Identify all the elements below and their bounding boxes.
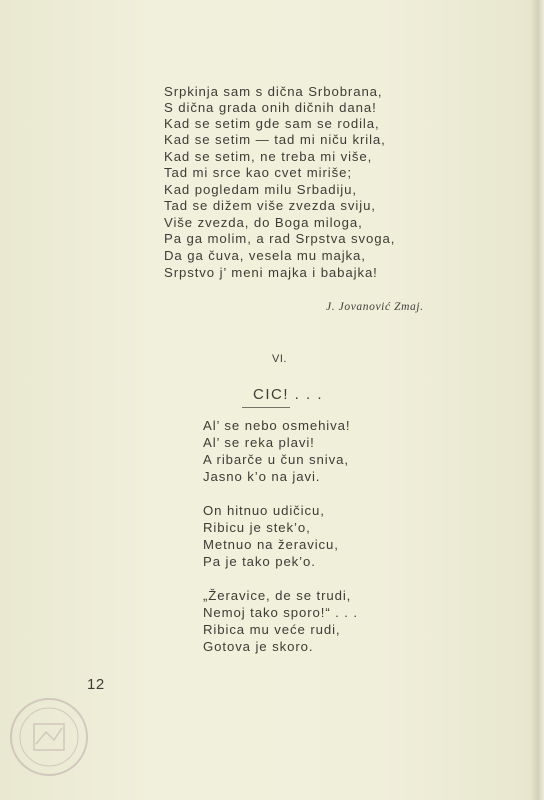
poem-line: Tad se dižem više zvezda sviju, bbox=[164, 198, 376, 213]
page-number: 12 bbox=[87, 676, 105, 693]
stanza-2-line: On hitnuo udičicu, bbox=[203, 503, 325, 518]
section-number: VI. bbox=[272, 353, 287, 365]
stanza-1-line: Jasno k’o na javi. bbox=[203, 469, 321, 484]
stanza-1-line: A ribarče u čun sniva, bbox=[203, 452, 349, 467]
poem-line: Srpstvo j’ meni majka i babajka! bbox=[164, 265, 378, 280]
poem-line: Kad se setim — tad mi niču krila, bbox=[164, 132, 386, 147]
poem-line: Da ga čuva, vesela mu majka, bbox=[164, 248, 366, 263]
poem-line: Više zvezda, do Boga miloga, bbox=[164, 215, 363, 230]
stanza-2-line: Pa je tako pek’o. bbox=[203, 554, 316, 569]
poem-line: Kad se setim, ne treba mi više, bbox=[164, 149, 373, 164]
stanza-3-line: Gotova je skoro. bbox=[203, 639, 314, 654]
poem-title: CIC! . . . bbox=[253, 386, 324, 403]
stanza-1-line: Al’ se reka plavi! bbox=[203, 435, 315, 450]
poem-line: Tad mi srce kao cvet miriše; bbox=[164, 165, 352, 180]
poem-line: S dična grada onih dičnih dana! bbox=[164, 100, 377, 115]
title-underline bbox=[242, 407, 290, 408]
stanza-1-line: Al’ se nebo osmehiva! bbox=[203, 418, 351, 433]
stanza-3-line: „Žeravice, de se trudi, bbox=[203, 588, 352, 603]
page-fold-shadow bbox=[530, 0, 544, 800]
library-stamp-icon bbox=[6, 694, 92, 780]
poem-line: Srpkinja sam s dična Srbobrana, bbox=[164, 84, 383, 99]
stanza-3-line: Ribica mu veće rudi, bbox=[203, 622, 341, 637]
poem-line: Kad se setim gde sam se rodila, bbox=[164, 116, 380, 131]
stanza-3-line: Nemoj tako sporo!“ . . . bbox=[203, 605, 358, 620]
poem-line: Kad pogledam milu Srbadiju, bbox=[164, 182, 357, 197]
poem-line: Pa ga molim, a rad Srpstva svoga, bbox=[164, 231, 396, 246]
stanza-2-line: Metnuo na žeravicu, bbox=[203, 537, 339, 552]
poem-attribution: J. Jovanović Zmaj. bbox=[326, 301, 424, 313]
stanza-2-line: Ribicu je stek’o, bbox=[203, 520, 311, 535]
